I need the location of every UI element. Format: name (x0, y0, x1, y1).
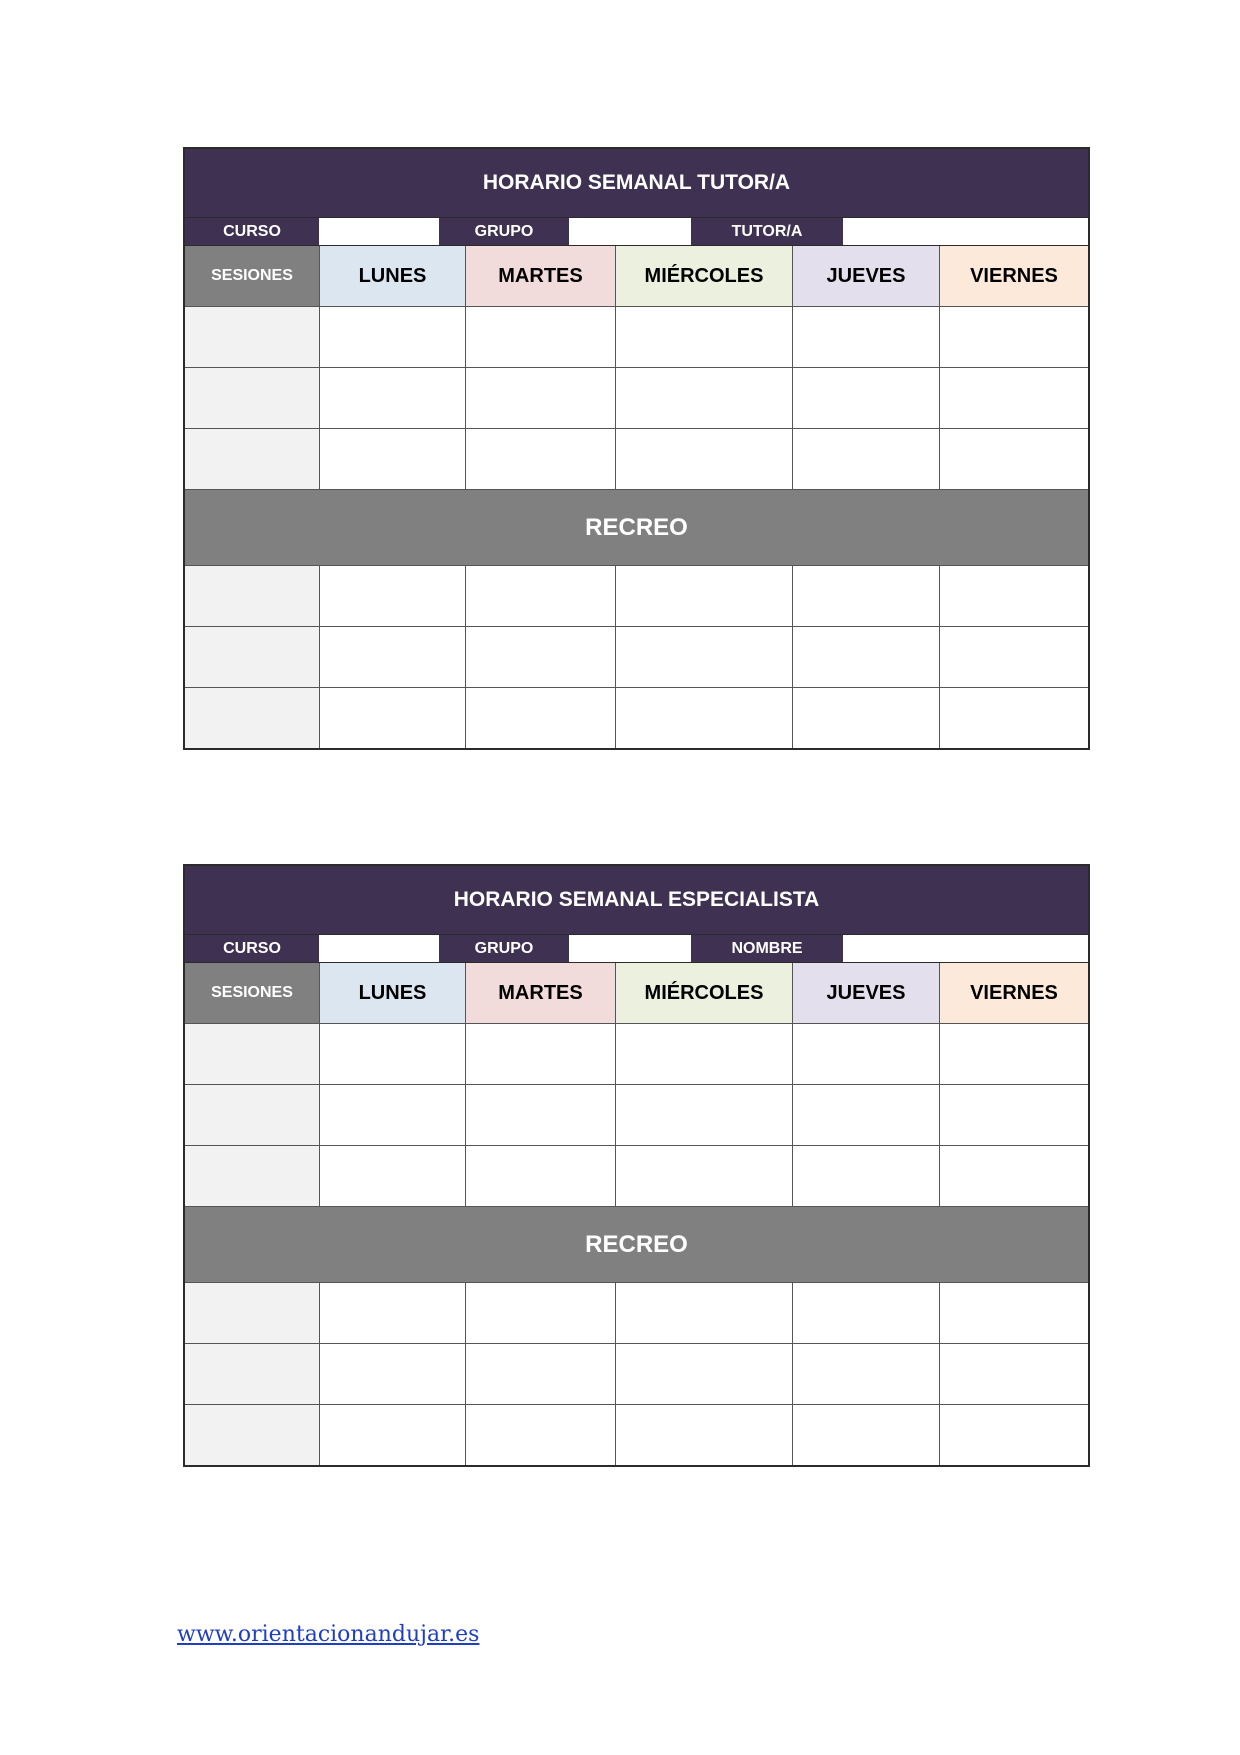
schedule-cell[interactable] (793, 1024, 940, 1084)
schedule-cell[interactable] (793, 1344, 940, 1404)
schedule-cell[interactable] (940, 1146, 1088, 1206)
curso-field[interactable] (319, 935, 439, 962)
table-title: HORARIO SEMANAL ESPECIALISTA (185, 866, 1088, 935)
day-header-lunes: LUNES (320, 246, 466, 306)
day-header-jueves: JUEVES (793, 963, 940, 1023)
schedule-cell[interactable] (616, 1344, 793, 1404)
session-cell[interactable] (185, 566, 320, 626)
day-header-viernes: VIERNES (940, 963, 1088, 1023)
schedule-cell[interactable] (320, 1283, 466, 1343)
session-cell[interactable] (185, 368, 320, 428)
schedule-cell[interactable] (320, 1024, 466, 1084)
table-row (185, 627, 1088, 688)
schedule-cell[interactable] (616, 627, 793, 687)
schedule-cell[interactable] (793, 307, 940, 367)
session-cell[interactable] (185, 688, 320, 748)
session-cell[interactable] (185, 1024, 320, 1084)
sesiones-header: SESIONES (185, 963, 320, 1023)
schedule-table-tutor (183, 147, 1090, 750)
schedule-cell[interactable] (793, 1405, 940, 1465)
grupo-field[interactable] (569, 218, 691, 245)
schedule-cell[interactable] (466, 1085, 616, 1145)
grupo-label: GRUPO (439, 218, 569, 245)
schedule-cell[interactable] (466, 1283, 616, 1343)
header-row (185, 246, 1088, 307)
curso-label: CURSO (185, 935, 319, 962)
session-cell[interactable] (185, 1344, 320, 1404)
session-cell[interactable] (185, 627, 320, 687)
schedule-cell[interactable] (320, 307, 466, 367)
schedule-cell[interactable] (466, 627, 616, 687)
nombre-label: NOMBRE (691, 935, 843, 962)
schedule-cell[interactable] (940, 627, 1088, 687)
schedule-cell[interactable] (616, 1405, 793, 1465)
grupo-field[interactable] (569, 935, 691, 962)
header-row (185, 963, 1088, 1024)
schedule-cell[interactable] (940, 429, 1088, 489)
schedule-cell[interactable] (320, 1405, 466, 1465)
schedule-cell[interactable] (320, 1085, 466, 1145)
tutor-field[interactable] (843, 218, 1088, 245)
table-title: HORARIO SEMANAL TUTOR/A (185, 149, 1088, 218)
schedule-cell[interactable] (466, 368, 616, 428)
schedule-cell[interactable] (793, 368, 940, 428)
schedule-cell[interactable] (940, 1344, 1088, 1404)
table-row (185, 1146, 1088, 1207)
schedule-cell[interactable] (466, 1344, 616, 1404)
session-cell[interactable] (185, 1085, 320, 1145)
schedule-cell[interactable] (466, 1024, 616, 1084)
schedule-cell[interactable] (940, 688, 1088, 748)
table-row (185, 368, 1088, 429)
info-row (185, 935, 1088, 963)
schedule-cell[interactable] (616, 1146, 793, 1206)
day-header-viernes: VIERNES (940, 246, 1088, 306)
table-row (185, 688, 1088, 748)
session-cell[interactable] (185, 1283, 320, 1343)
grupo-label: GRUPO (439, 935, 569, 962)
break-row: RECREO (185, 1207, 1088, 1283)
schedule-cell[interactable] (616, 688, 793, 748)
schedule-cell[interactable] (793, 688, 940, 748)
table-row (185, 1405, 1088, 1465)
schedule-cell[interactable] (793, 1085, 940, 1145)
curso-label: CURSO (185, 218, 319, 245)
schedule-cell[interactable] (616, 429, 793, 489)
schedule-cell[interactable] (793, 627, 940, 687)
day-header-martes: MARTES (466, 246, 616, 306)
table-row (185, 429, 1088, 490)
schedule-cell[interactable] (466, 1146, 616, 1206)
schedule-table-especialista (183, 864, 1090, 1467)
table-row (185, 1283, 1088, 1344)
schedule-cell[interactable] (793, 1146, 940, 1206)
session-cell[interactable] (185, 1405, 320, 1465)
schedule-cell[interactable] (940, 566, 1088, 626)
schedule-cell[interactable] (466, 688, 616, 748)
schedule-cell[interactable] (320, 1344, 466, 1404)
schedule-cell[interactable] (466, 566, 616, 626)
schedule-cell[interactable] (616, 1283, 793, 1343)
schedule-cell[interactable] (940, 307, 1088, 367)
curso-field[interactable] (319, 218, 439, 245)
schedule-cell[interactable] (320, 566, 466, 626)
schedule-cell[interactable] (616, 566, 793, 626)
schedule-cell[interactable] (320, 688, 466, 748)
schedule-cell[interactable] (320, 368, 466, 428)
session-cell[interactable] (185, 429, 320, 489)
nombre-field[interactable] (843, 935, 1088, 962)
schedule-cell[interactable] (466, 429, 616, 489)
schedule-cell[interactable] (320, 429, 466, 489)
day-header-jueves: JUEVES (793, 246, 940, 306)
schedule-cell[interactable] (616, 1085, 793, 1145)
schedule-cell[interactable] (793, 429, 940, 489)
schedule-cell[interactable] (793, 566, 940, 626)
table-row (185, 1024, 1088, 1085)
schedule-cell[interactable] (320, 1146, 466, 1206)
day-header-miercoles: MIÉRCOLES (616, 963, 793, 1023)
schedule-cell[interactable] (793, 1283, 940, 1343)
schedule-cell[interactable] (466, 307, 616, 367)
schedule-cell[interactable] (940, 1085, 1088, 1145)
session-cell[interactable] (185, 1146, 320, 1206)
session-cell[interactable] (185, 307, 320, 367)
day-header-martes: MARTES (466, 963, 616, 1023)
schedule-cell[interactable] (940, 1283, 1088, 1343)
schedule-cell[interactable] (616, 307, 793, 367)
tutor-label: TUTOR/A (691, 218, 843, 245)
schedule-cell[interactable] (940, 1405, 1088, 1465)
table-row (185, 1085, 1088, 1146)
table-row (185, 307, 1088, 368)
table-row (185, 566, 1088, 627)
website-link[interactable]: www.orientacionandujar.es (177, 1622, 480, 1647)
break-row: RECREO (185, 490, 1088, 566)
table-row (185, 1344, 1088, 1405)
schedule-cell[interactable] (940, 368, 1088, 428)
schedule-cell[interactable] (940, 1024, 1088, 1084)
day-header-lunes: LUNES (320, 963, 466, 1023)
info-row (185, 218, 1088, 246)
day-header-miercoles: MIÉRCOLES (616, 246, 793, 306)
sesiones-header: SESIONES (185, 246, 320, 306)
schedule-cell[interactable] (320, 627, 466, 687)
schedule-cell[interactable] (466, 1405, 616, 1465)
schedule-cell[interactable] (616, 1024, 793, 1084)
schedule-cell[interactable] (616, 368, 793, 428)
